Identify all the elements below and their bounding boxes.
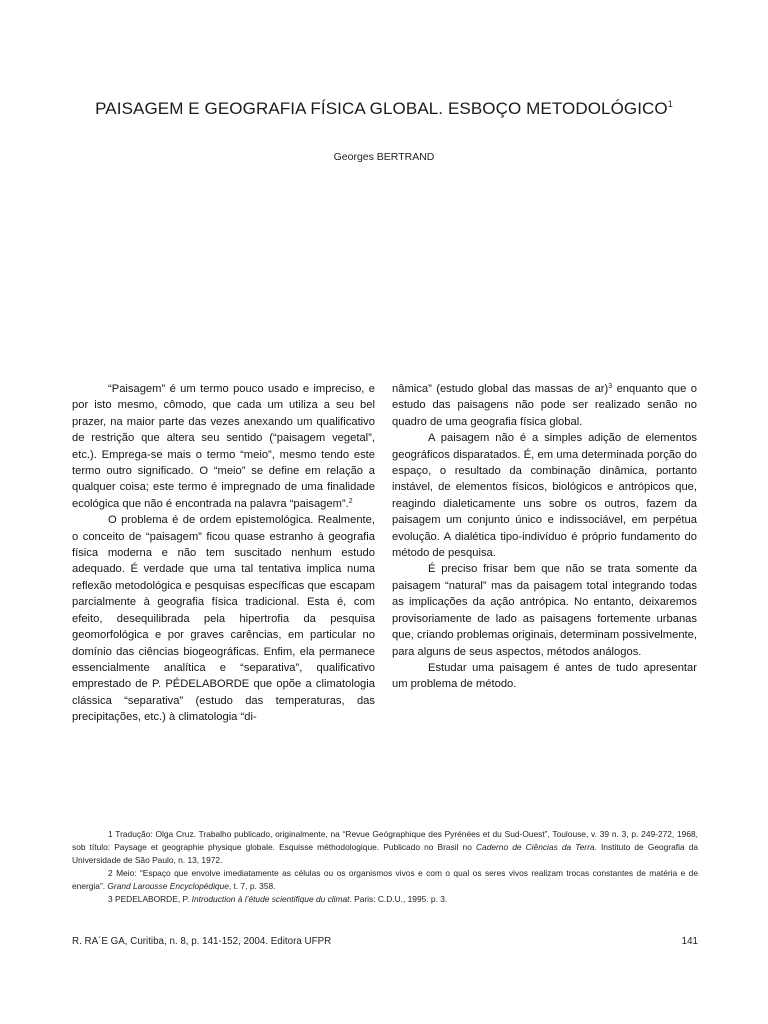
paragraph xyxy=(392,381,697,430)
paragraph: É preciso frisar bem que não se trata somente da paisagem “natural” mas da paisagem total integrando todas as implicações da ação antrópica. No entanto, deixaremos provisoriamente de lado as paisagens fortemente urbanas que, criando problemas originais, determinam possivelmente, para alguns de seus aspectos, métodos análogos. xyxy=(392,563,697,658)
footnote-2 xyxy=(72,867,698,893)
footnote-text: . Instituto de Geografia da Universidade de São Paulo, n. 13, 1972. xyxy=(72,842,699,865)
author-name: Georges BERTRAND xyxy=(333,151,435,163)
right-column xyxy=(392,381,697,693)
paragraph-text: “Paisagem” é um termo pouco usado e impreciso, e por isto mesmo, cômodo, que cada um utiliza a seu bel prazer, na maior parte das vezes anexando um qualificativo de restrição que altera seu sentido (“paisagem vegetal”, etc.). Emprega-se mais o termo “meio”, mesmo tendo este termo outro significado. O “meio” se define em relação a qualquer coisa; este termo é impregnado de uma finalidade ecológica que não é encontrada na palavra “paisagem”. xyxy=(72,383,375,510)
footnote-text: . Paris: C.D.U., 1995. p. 3. xyxy=(349,894,448,904)
footnote-marker[interactable]: 2 xyxy=(348,497,353,505)
paragraph-text: enquanto que o estudo das paisagens não pode ser realizado senão no quadro de uma geografia física global. xyxy=(392,383,697,428)
journal-citation: R. RA´E GA, Curitiba, n. 8, p. 141-152, 2004. Editora UFPR xyxy=(72,936,332,947)
footnote-marker[interactable]: 3 xyxy=(608,383,613,390)
footnote-text: 1 Tradução: Olga Cruz. Trabalho publicado, originalmente, na “Revue Geógraphique des Pyrénées et du Sud-Ouest”, Toulouse, v. 39 n. 3, p. 249-272, 1968, sob título: Paysage et geographie physique globale. Esquisse méthodologique. Publicado no Brasil no xyxy=(72,829,698,852)
paragraph: Estudar uma paisagem é antes de tudo apresentar um problema de método. xyxy=(392,661,697,691)
footnote-text: 3 PEDELABORDE, P. xyxy=(108,894,192,904)
paragraph xyxy=(72,381,375,512)
article-title-text: PAISAGEM E GEOGRAFIA FÍSICA GLOBAL. ESBOÇO METODOLÓGICO xyxy=(95,99,668,118)
footnote-italic: Introduction à l’étude scientifique du climat xyxy=(191,894,350,904)
footnote-text: , t. 7, p. 358. xyxy=(228,881,276,891)
paragraph: O problema é de ordem epistemológica. Realmente, o conceito de “paisagem” ficou quase estranho à geografia física moderna e não tem suscitado nenhum estudo adequado. É verdade que uma tal tentativa implica numa reflexão metodológica e pesquisas específicas que escapam parcialmente à geografia física tradicional. Esta é, com efeito, desequilibrada pela hipertrofia da pesquisa geomorfológica e por graves carências, em particular no domínio das ciências biogeográficas. Enfim, ela permanece essencialmente analítica e “separativa”, qualificativo emprestado de P. PÉDELABORDE que opõe a climatologia clássica “separativa” (estudo das temperaturas, das precipitações, etc.) à climatologia “di- xyxy=(72,514,375,724)
article-title xyxy=(0,99,768,119)
left-column xyxy=(72,381,375,726)
footnote-1 xyxy=(72,828,698,867)
footnote-italic: Caderno de Ciências da Terra xyxy=(475,842,595,852)
footnote-text: 2 Meio: “Espaço que envolve imediatamente as células ou os organismos vivos e com o qual os seres vivos realizam trocas constantes de matéria e de energia”. xyxy=(72,868,698,891)
page-number: 141 xyxy=(681,936,698,947)
title-footnote-marker[interactable]: 1 xyxy=(667,99,673,109)
paragraph: A paisagem não é a simples adição de elementos geográficos disparatados. É, em uma determinada porção do espaço, o resultado da combinação dinâmica, portanto instável, de elementos físicos, biológicos e antrópicos que, reagindo dialeticamente uns sobre os outros, fazem da paisagem um conjunto único e indissociável, em perpétua evolução. A dialética tipo-indivíduo é próprio fundamento do método de pesquisa. xyxy=(392,432,697,560)
footnote-3 xyxy=(72,893,698,906)
paragraph-text: nâmica” (estudo global das massas de ar) xyxy=(392,383,609,395)
footnote-italic: Grand Larousse Encyclopédique xyxy=(107,881,229,891)
footnotes xyxy=(72,828,698,906)
